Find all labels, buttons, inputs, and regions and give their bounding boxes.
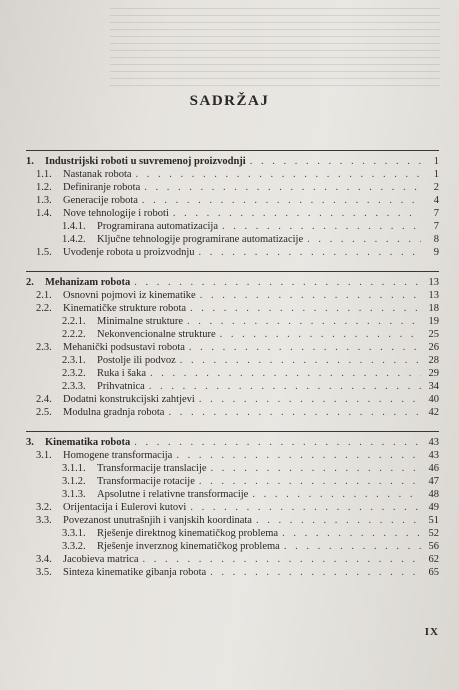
toc-entry-row[interactable] <box>26 449 439 462</box>
toc-page-number: 52 <box>428 528 439 539</box>
toc-chapter-section <box>26 271 439 431</box>
toc-page-number: 34 <box>428 381 439 392</box>
toc-section-number: 2.2.1. <box>62 316 86 327</box>
toc-section-title: Minimalne strukture <box>97 316 184 327</box>
toc-entry-row[interactable] <box>26 168 439 181</box>
toc-section-number: 2.3.3. <box>62 381 86 392</box>
toc-section-number: 2.2. <box>36 303 52 314</box>
toc-page-number: 4 <box>433 195 439 206</box>
dot-leader <box>282 527 421 540</box>
toc-chapter-row[interactable] <box>26 276 439 289</box>
toc-section-title: Prihvatnica <box>97 381 145 392</box>
toc-section-title: Sinteza kinematike gibanja robota <box>63 567 207 578</box>
toc-section-number: 1. <box>26 156 34 167</box>
toc-entry-row[interactable] <box>26 380 439 393</box>
dot-leader <box>173 207 421 220</box>
dot-leader <box>199 393 421 406</box>
toc-section-title: Uvođenje robota u proizvodnju <box>63 247 195 258</box>
dot-leader <box>149 380 421 393</box>
toc-section-title: Mehanizam robota <box>45 277 131 288</box>
toc-page-number: 26 <box>428 342 439 353</box>
toc-page-number: 18 <box>428 303 439 314</box>
toc-section-title: Ruka i šaka <box>97 368 146 379</box>
toc-chapter-section <box>26 431 439 591</box>
toc-section-number: 3.2. <box>36 502 52 513</box>
toc-entry-row[interactable] <box>26 488 439 501</box>
toc-entry-row[interactable] <box>26 194 439 207</box>
toc-section-number: 3.1.1. <box>62 463 86 474</box>
toc-entry-row[interactable] <box>26 566 439 579</box>
toc-section-number: 3.1. <box>36 450 52 461</box>
toc-section-title: Kinematika robota <box>45 437 131 448</box>
dot-leader <box>180 354 421 367</box>
toc-chapter-section <box>26 150 439 271</box>
dot-leader <box>284 540 421 553</box>
toc-page-number: 1 <box>433 156 439 167</box>
toc-section-number: 1.3. <box>36 195 52 206</box>
dot-leader <box>168 406 421 419</box>
toc-section-title: Transformacije translacije <box>97 463 207 474</box>
table-of-contents <box>26 150 439 591</box>
dot-leader <box>142 194 421 207</box>
toc-entry-row[interactable] <box>26 207 439 220</box>
page-title: SADRŽAJ <box>189 93 270 109</box>
toc-page-number: 1 <box>433 169 439 180</box>
dot-leader <box>252 488 421 501</box>
toc-section-number: 3.4. <box>36 554 52 565</box>
toc-section-number: 3.3. <box>36 515 52 526</box>
dot-leader <box>199 246 421 259</box>
toc-page-number: 9 <box>433 247 439 258</box>
toc-section-number: 2.5. <box>36 407 52 418</box>
dot-leader <box>176 449 421 462</box>
toc-section-title: Osnovni pojmovi iz kinematike <box>63 290 196 301</box>
toc-section-number: 3.1.2. <box>62 476 86 487</box>
toc-page-number: 65 <box>428 567 439 578</box>
dot-leader <box>134 436 421 449</box>
toc-page-number: 42 <box>428 407 439 418</box>
toc-section-title: Programirana automatizacija <box>97 221 218 232</box>
toc-entry-row[interactable] <box>26 341 439 354</box>
toc-section-number: 3.5. <box>36 567 52 578</box>
toc-chapter-row[interactable] <box>26 155 439 168</box>
toc-page-number: 19 <box>428 316 439 327</box>
dot-leader <box>256 514 421 527</box>
toc-section-title: Dodatni konstrukcijski zahtjevi <box>63 394 195 405</box>
toc-entry-row[interactable] <box>26 246 439 259</box>
toc-entry-row[interactable] <box>26 540 439 553</box>
toc-page-number: 43 <box>428 450 439 461</box>
toc-section-number: 3.1.3. <box>62 489 86 500</box>
toc-page-number: 40 <box>428 394 439 405</box>
toc-section-title: Nastanak robota <box>63 169 132 180</box>
toc-section-number: 1.4.1. <box>62 221 86 232</box>
toc-page-number: 47 <box>428 476 439 487</box>
dot-leader <box>150 367 421 380</box>
dot-leader <box>144 181 421 194</box>
dot-leader <box>143 553 422 566</box>
toc-section-title: Apsolutne i relativne transformacije <box>97 489 249 500</box>
toc-section-title: Kinematičke strukture robota <box>63 303 187 314</box>
toc-section-number: 1.1. <box>36 169 52 180</box>
dot-leader <box>250 155 421 168</box>
toc-entry-row[interactable] <box>26 406 439 419</box>
toc-section-number: 3.3.1. <box>62 528 86 539</box>
dot-leader <box>210 566 421 579</box>
toc-section-title: Orijentacija i Eulerovi kutovi <box>63 502 187 513</box>
dot-leader <box>136 168 421 181</box>
dot-leader <box>307 233 421 246</box>
toc-section-title: Industrijski roboti u suvremenoj proizvodnji <box>45 156 246 167</box>
toc-section-title: Nekonvencionalne strukture <box>97 329 216 340</box>
toc-page-number: 46 <box>428 463 439 474</box>
toc-section-number: 1.4. <box>36 208 52 219</box>
toc-section-number: 2.2.2. <box>62 329 86 340</box>
toc-entry-row[interactable] <box>26 553 439 566</box>
toc-entry-row[interactable] <box>26 328 439 341</box>
toc-page-number: 29 <box>428 368 439 379</box>
toc-page-number: 48 <box>428 489 439 500</box>
toc-section-number: 1.4.2. <box>62 234 86 245</box>
toc-page-number: 7 <box>433 208 439 219</box>
dot-leader <box>220 328 421 341</box>
toc-section-title: Homogene transformacija <box>63 450 173 461</box>
dot-leader <box>134 276 421 289</box>
toc-section-number: 2. <box>26 277 34 288</box>
toc-page-number: 43 <box>428 437 439 448</box>
toc-entry-row[interactable] <box>26 462 439 475</box>
toc-entry-row[interactable] <box>26 514 439 527</box>
dot-leader <box>222 220 421 233</box>
toc-entry-row[interactable] <box>26 354 439 367</box>
toc-entry-row[interactable] <box>26 501 439 514</box>
toc-page-number: 8 <box>433 234 439 245</box>
dot-leader <box>199 475 421 488</box>
toc-entry-row[interactable] <box>26 220 439 233</box>
toc-section-title: Transformacije rotacije <box>97 476 195 487</box>
toc-page-number: 13 <box>428 277 439 288</box>
dot-leader <box>187 315 421 328</box>
toc-section-number: 2.1. <box>36 290 52 301</box>
dot-leader <box>190 501 421 514</box>
toc-section-title: Ključne tehnologije programirane automatizacije <box>97 234 304 245</box>
toc-section-title: Modulna gradnja robota <box>63 407 165 418</box>
toc-section-number: 1.2. <box>36 182 52 193</box>
toc-page-number: 2 <box>433 182 439 193</box>
toc-page-number: 7 <box>433 221 439 232</box>
toc-entry-row[interactable] <box>26 393 439 406</box>
bleed-through-text <box>110 2 440 87</box>
toc-section-number: 2.4. <box>36 394 52 405</box>
toc-section-number: 1.5. <box>36 247 52 258</box>
toc-entry-row[interactable] <box>26 367 439 380</box>
toc-entry-row[interactable] <box>26 315 439 328</box>
toc-entry-row[interactable] <box>26 289 439 302</box>
toc-section-title: Povezanost unutrašnjih i vanjskih koordinata <box>63 515 252 526</box>
toc-section-number: 3. <box>26 437 34 448</box>
dot-leader <box>190 302 421 315</box>
toc-page-number: 51 <box>428 515 439 526</box>
toc-section-title: Rješenje inverznog kinematičkog problema <box>97 541 280 552</box>
page-number: IX <box>424 626 439 638</box>
toc-section-title: Nove tehnologije i roboti <box>63 208 169 219</box>
toc-entry-row[interactable] <box>26 475 439 488</box>
toc-entry-row[interactable] <box>26 233 439 246</box>
toc-section-title: Definiranje robota <box>63 182 141 193</box>
toc-page-number: 56 <box>428 541 439 552</box>
dot-leader <box>189 341 421 354</box>
toc-page-number: 49 <box>428 502 439 513</box>
toc-chapter-row[interactable] <box>26 436 439 449</box>
toc-entry-row[interactable] <box>26 181 439 194</box>
toc-section-title: Generacije robota <box>63 195 138 206</box>
toc-section-number: 2.3.1. <box>62 355 86 366</box>
toc-page-number: 28 <box>428 355 439 366</box>
toc-section-title: Rješenje direktnog kinematičkog problema <box>97 528 279 539</box>
toc-section-title: Jacobieva matrica <box>63 554 139 565</box>
toc-section-title: Postolje ili podvoz <box>97 355 176 366</box>
dot-leader <box>211 462 421 475</box>
toc-entry-row[interactable] <box>26 527 439 540</box>
toc-section-title: Mehanički podsustavi robota <box>63 342 185 353</box>
dot-leader <box>200 289 421 302</box>
toc-page-number: 62 <box>428 554 439 565</box>
toc-section-number: 2.3. <box>36 342 52 353</box>
toc-entry-row[interactable] <box>26 302 439 315</box>
toc-section-number: 2.3.2. <box>62 368 86 379</box>
toc-page-number: 13 <box>428 290 439 301</box>
toc-section-number: 3.3.2. <box>62 541 86 552</box>
toc-page-number: 25 <box>428 329 439 340</box>
